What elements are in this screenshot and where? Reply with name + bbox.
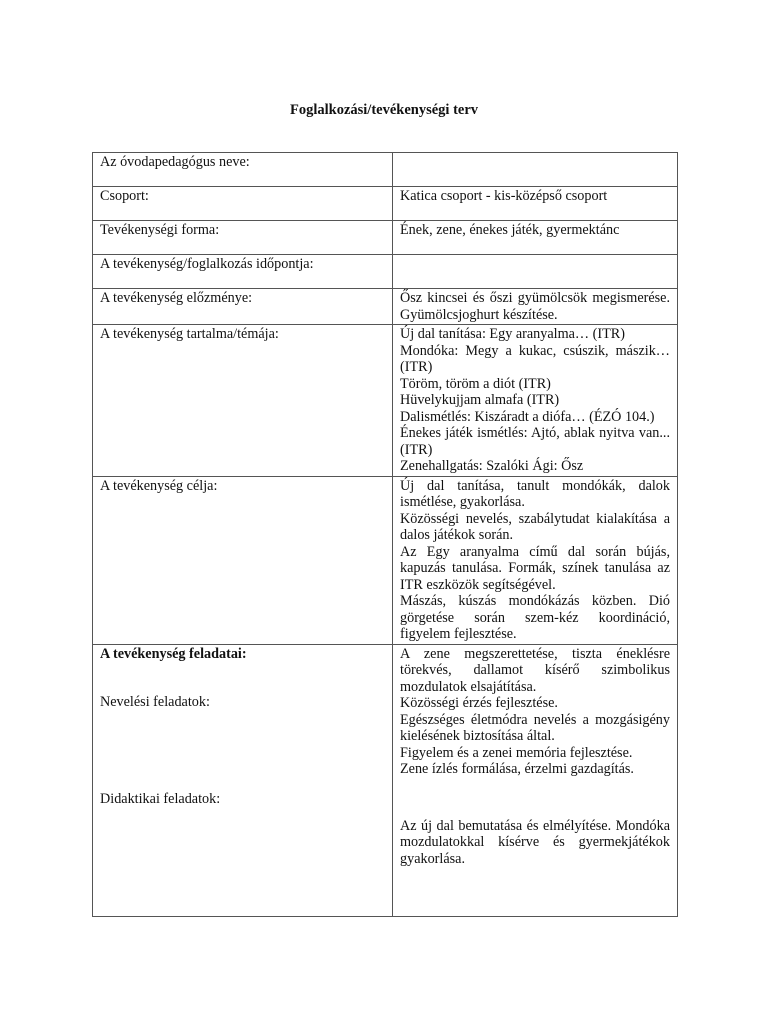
content-line: Zene ízlés formálása, érzelmi gazdagítás.	[400, 761, 634, 777]
row-value	[393, 325, 678, 477]
row-value	[393, 476, 678, 644]
row-label: A tevékenység tartalma/témája:	[93, 325, 393, 477]
content-line: Új dal tanítása: Egy aranyalma… (ITR)	[400, 326, 625, 342]
content-line: Mászás, kúszás mondókázás közben. Dió görgetése során szem-kéz koordináció, figyelem fejlesztése.	[400, 593, 670, 642]
content-line: Énekes játék ismétlés: Ajtó, ablak nyitva van... (ITR)	[400, 425, 670, 458]
table-row	[93, 644, 678, 916]
row-value	[393, 255, 678, 289]
table-row	[93, 476, 678, 644]
row-label: Tevékenységi forma:	[93, 221, 393, 255]
nevelesi-label: Nevelési feladatok:	[100, 694, 210, 710]
table-row	[93, 325, 678, 477]
content-line: A zene megszerettetése, tiszta éneklésre törekvés, dallamot kísérő szimbolikus mozdulatok elsajátítása.	[400, 645, 670, 695]
row-label: Az óvodapedagógus neve:	[93, 153, 393, 187]
row-value: Ősz kincsei és őszi gyümölcsök megismerése. Gyümölcsjoghurt készítése.	[393, 289, 678, 325]
row-value: Ének, zene, énekes játék, gyermektánc	[393, 221, 678, 255]
row-label: A tevékenység célja:	[93, 476, 393, 644]
content-line: Mondóka: Megy a kukac, csúszik, mászik…(ITR)	[400, 342, 670, 375]
content-line: Töröm, töröm a diót (ITR)	[400, 375, 551, 392]
content-line: Közösségi nevelés, szabálytudat kialakítása a dalos játékok során.	[400, 510, 670, 543]
content-line: Az új dal bemutatása és elmélyítése. Mondóka mozdulatokkal kísérve és gyermekjátékok gyakorlása.	[400, 817, 670, 867]
row-label: Csoport:	[93, 187, 393, 221]
row-value	[393, 153, 678, 187]
content-line: Dalismétlés: Kiszáradt a diófa… (ÉZÓ 104.)	[400, 408, 655, 425]
plan-table	[92, 152, 678, 917]
row-value	[393, 644, 678, 916]
row-value: Katica csoport - kis-középső csoport	[393, 187, 678, 221]
row-label: A tevékenység előzménye:	[93, 289, 393, 325]
content-line: Egészséges életmódra nevelés a mozgásigény kielésének biztosítása által.	[400, 711, 670, 744]
row-label: A tevékenység/foglalkozás időpontja:	[93, 255, 393, 289]
table-row	[93, 255, 678, 289]
row-label	[93, 644, 393, 916]
content-line: Új dal tanítása, tanult mondókák, dalok ismétlése, gyakorlása.	[400, 477, 670, 510]
content-line: Az Egy aranyalma című dal során bújás, kapuzás tanulása. Formák, színek tanulása az ITR eszközök segítségével.	[400, 543, 670, 593]
content-line: Zenehallgatás: Szalóki Ági: Ősz	[400, 458, 584, 474]
content-line: Közösségi érzés fejlesztése.	[400, 695, 558, 711]
table-row	[93, 153, 678, 187]
table-row	[93, 221, 678, 255]
table-row	[93, 187, 678, 221]
tasks-heading: A tevékenység feladatai:	[100, 645, 247, 662]
content-line: Hüvelykujjam almafa (ITR)	[400, 392, 560, 408]
table-row	[93, 289, 678, 325]
content-line: Figyelem és a zenei memória fejlesztése.	[400, 744, 633, 761]
didaktikai-label: Didaktikai feladatok:	[100, 790, 221, 807]
document-title: Foglalkozási/tevékenységi terv	[289, 102, 479, 118]
